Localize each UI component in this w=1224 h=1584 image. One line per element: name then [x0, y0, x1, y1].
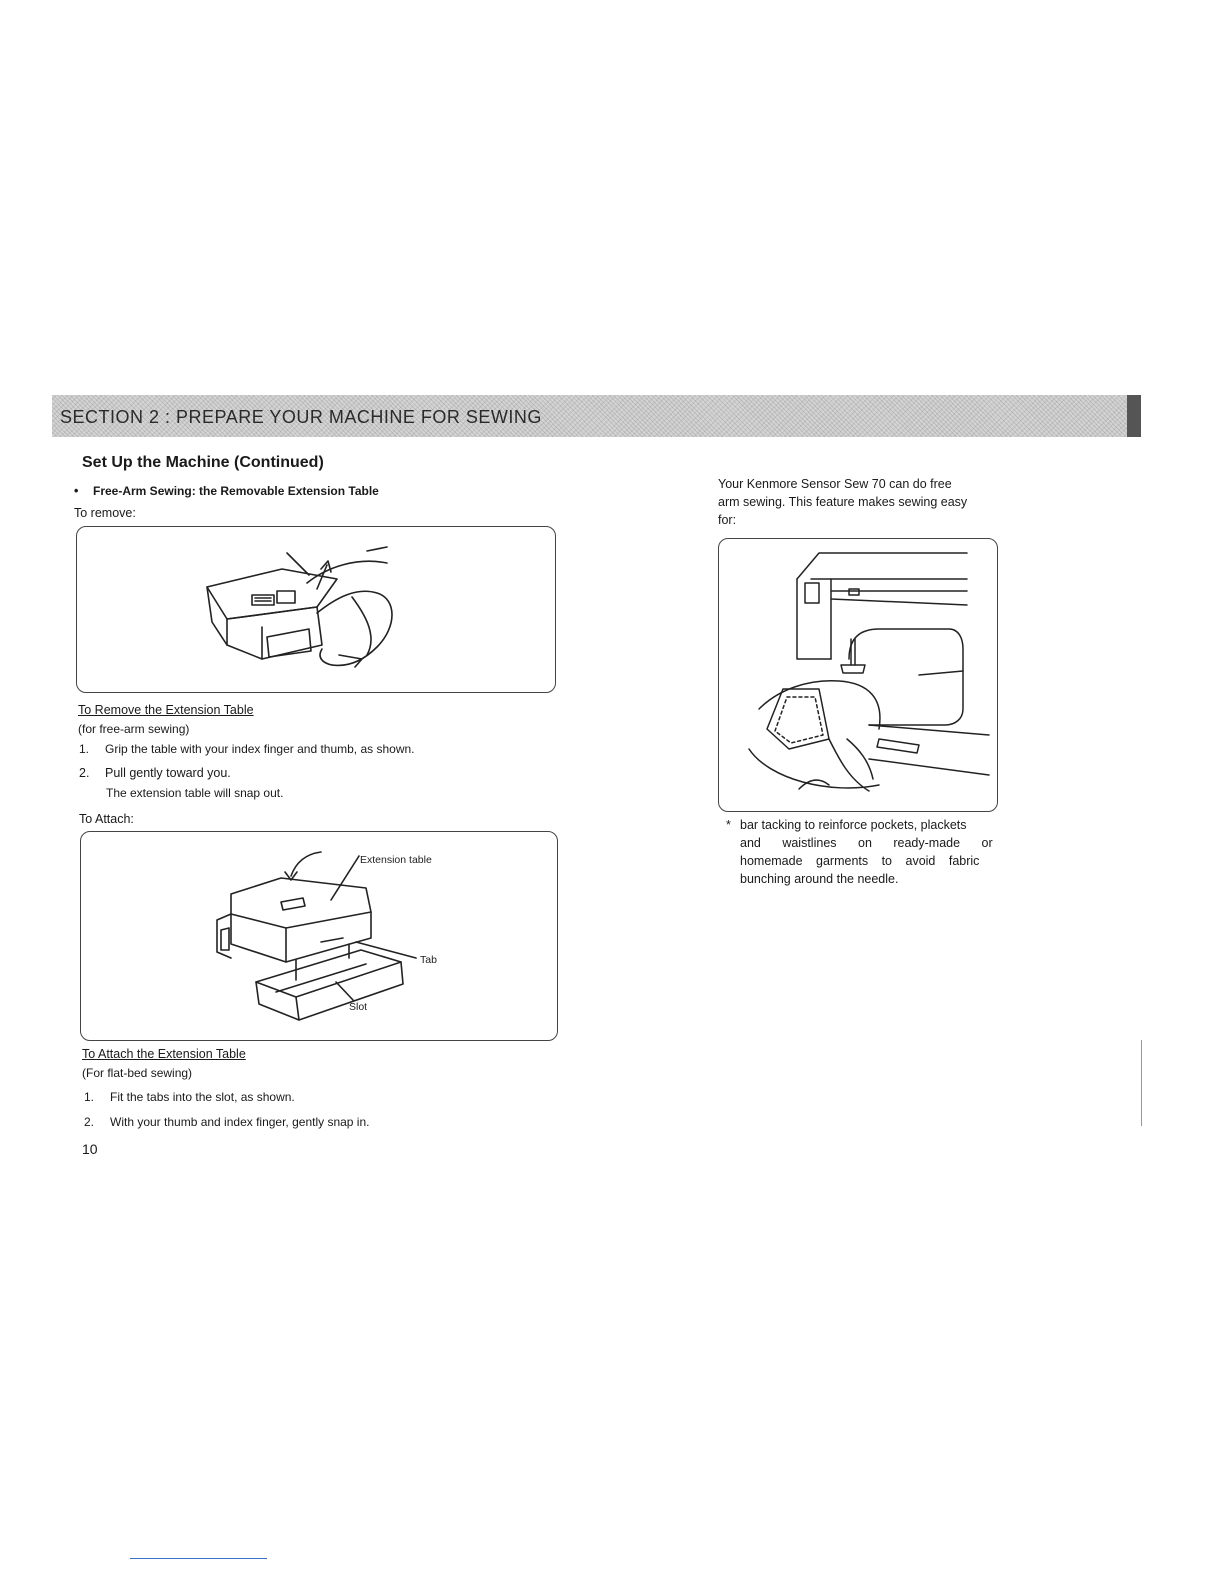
- section-title: SECTION 2 : PREPARE YOUR MACHINE FOR SEWING: [60, 407, 542, 427]
- to-attach-label: To Attach:: [79, 812, 134, 826]
- intro-line-1: Your Kenmore Sensor Sew 70 can do free: [718, 477, 952, 491]
- bullet-line-1: bar tacking to reinforce pockets, plackets: [740, 818, 967, 832]
- bullet-mark: *: [726, 818, 731, 832]
- bullet-line-3: homemade garments to avoid fabric: [740, 854, 980, 868]
- attach-caption: To Attach the Extension Table: [82, 1047, 246, 1061]
- remove-caption: To Remove the Extension Table: [78, 703, 254, 717]
- remove-step-1-num: 1.: [79, 742, 90, 756]
- remove-illustration-drawing: [77, 527, 555, 692]
- remove-step-2-num: 2.: [79, 766, 90, 780]
- bottom-blue-rule: [130, 1558, 267, 1559]
- intro-line-3: for:: [718, 513, 737, 527]
- free-arm-illustration-drawing: [719, 539, 997, 811]
- attach-illustration-drawing: [81, 832, 557, 1040]
- scan-artifact-line: [1141, 1040, 1142, 1126]
- bullet-line-2: and waistlines on ready-made or: [740, 836, 993, 850]
- remove-step-1-text: Grip the table with your index finger and thumb, as shown.: [105, 742, 415, 756]
- feature-title: Free-Arm Sewing: the Removable Extension Table: [93, 484, 379, 498]
- remove-note: The extension table will snap out.: [106, 786, 284, 800]
- page-number: 10: [82, 1141, 98, 1157]
- free-arm-illustration: [718, 538, 998, 812]
- header-band-end-block: [1127, 395, 1141, 437]
- attach-step-1-num: 1.: [84, 1090, 95, 1104]
- attach-step-2-num: 2.: [84, 1115, 95, 1129]
- attach-step-2-text: With your thumb and index finger, gently snap in.: [110, 1115, 370, 1129]
- section-header-band: [52, 395, 1141, 437]
- feature-bullet: •: [74, 484, 79, 498]
- intro-paragraph: [718, 475, 967, 529]
- attach-step-1-text: Fit the tabs into the slot, as shown.: [110, 1090, 295, 1104]
- remove-step-2-text: Pull gently toward you.: [105, 766, 231, 780]
- label-tab: Tab: [420, 954, 437, 966]
- remove-illustration: [76, 526, 556, 693]
- remove-subcaption: (for free-arm sewing): [78, 722, 190, 736]
- bullet-line-4: bunching around the needle.: [740, 872, 899, 886]
- intro-line-2: arm sewing. This feature makes sewing easy: [718, 495, 968, 509]
- attach-illustration: [80, 831, 558, 1041]
- label-extension-table: Extension table: [360, 854, 432, 866]
- subtitle: Set Up the Machine (Continued): [82, 454, 324, 471]
- bullet-paragraph: [740, 816, 993, 888]
- label-slot: Slot: [349, 1001, 368, 1013]
- to-remove-label: To remove:: [74, 506, 136, 520]
- attach-subcaption: (For flat-bed sewing): [82, 1066, 193, 1080]
